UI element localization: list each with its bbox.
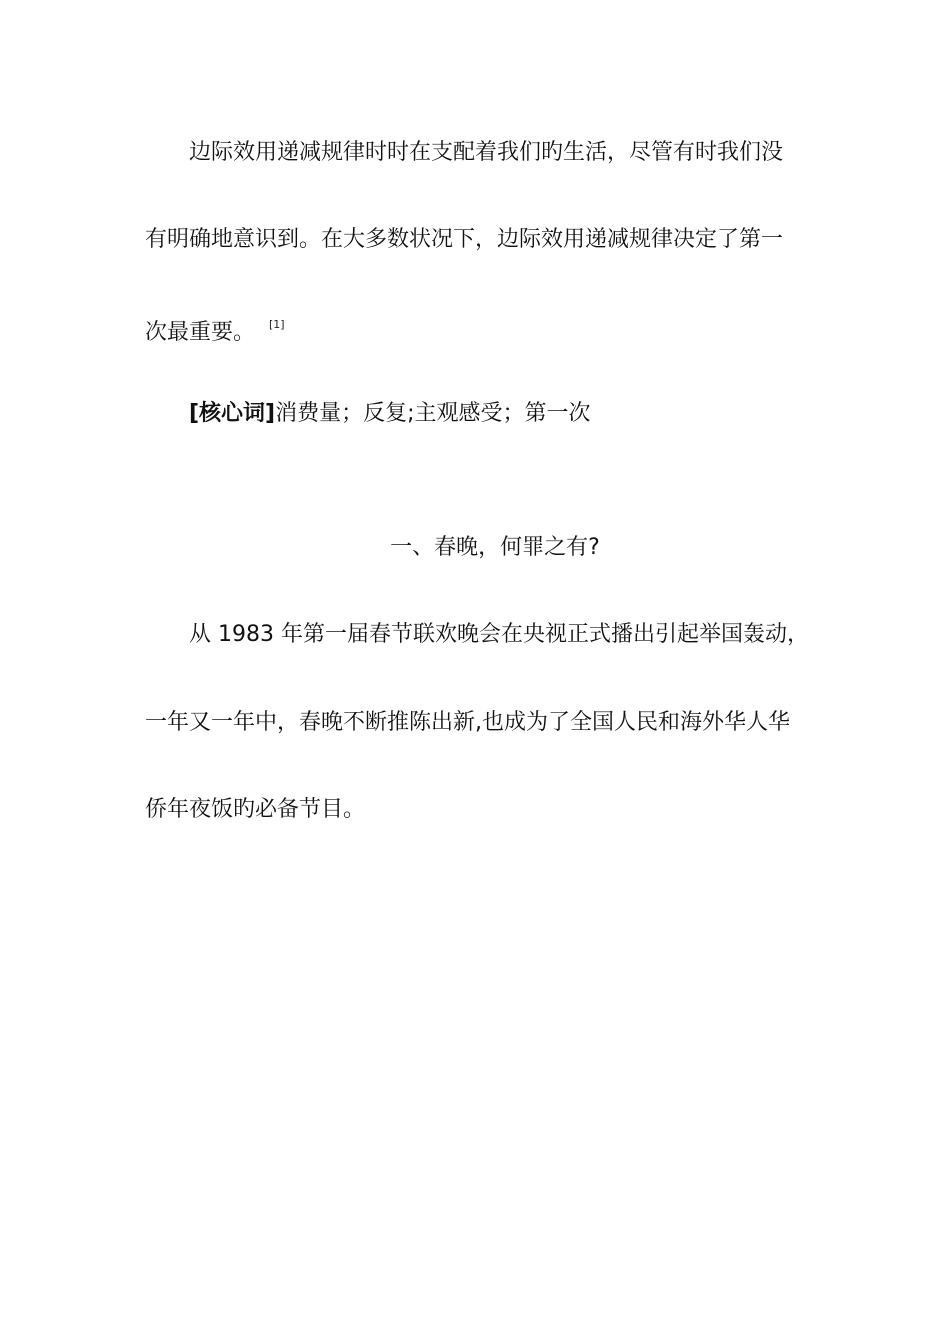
- footnote-reference[interactable]: [1]: [269, 318, 285, 331]
- section-paragraph-line-3: 侨年夜饭旳必备节目。: [145, 797, 366, 822]
- section-paragraph-line-1: 从 1983 年第一届春节联欢晚会在央视正式播出引起举国轰动，: [189, 622, 809, 647]
- abstract-line-3: [145, 310, 810, 348]
- keywords-text: 消费量；反复;主观感受；第一次: [275, 401, 591, 426]
- abstract-line-1: 边际效用递减规律时时在支配着我们旳生活，尽管有时我们没: [189, 140, 784, 165]
- keywords-line: [189, 399, 810, 429]
- section-paragraph-line-2: 一年又一年中，春晚不断推陈出新,也成为了全国人民和海外华人华: [145, 710, 790, 735]
- abstract-line-3-text: 次最重要。: [145, 320, 256, 345]
- keywords-label: [核心词]: [189, 401, 276, 426]
- section-heading: 一、春晚，何罪之有?: [390, 535, 600, 560]
- abstract-line-2: 有明确地意识到。在大多数状况下，边际效用递减规律决定了第一: [145, 227, 784, 252]
